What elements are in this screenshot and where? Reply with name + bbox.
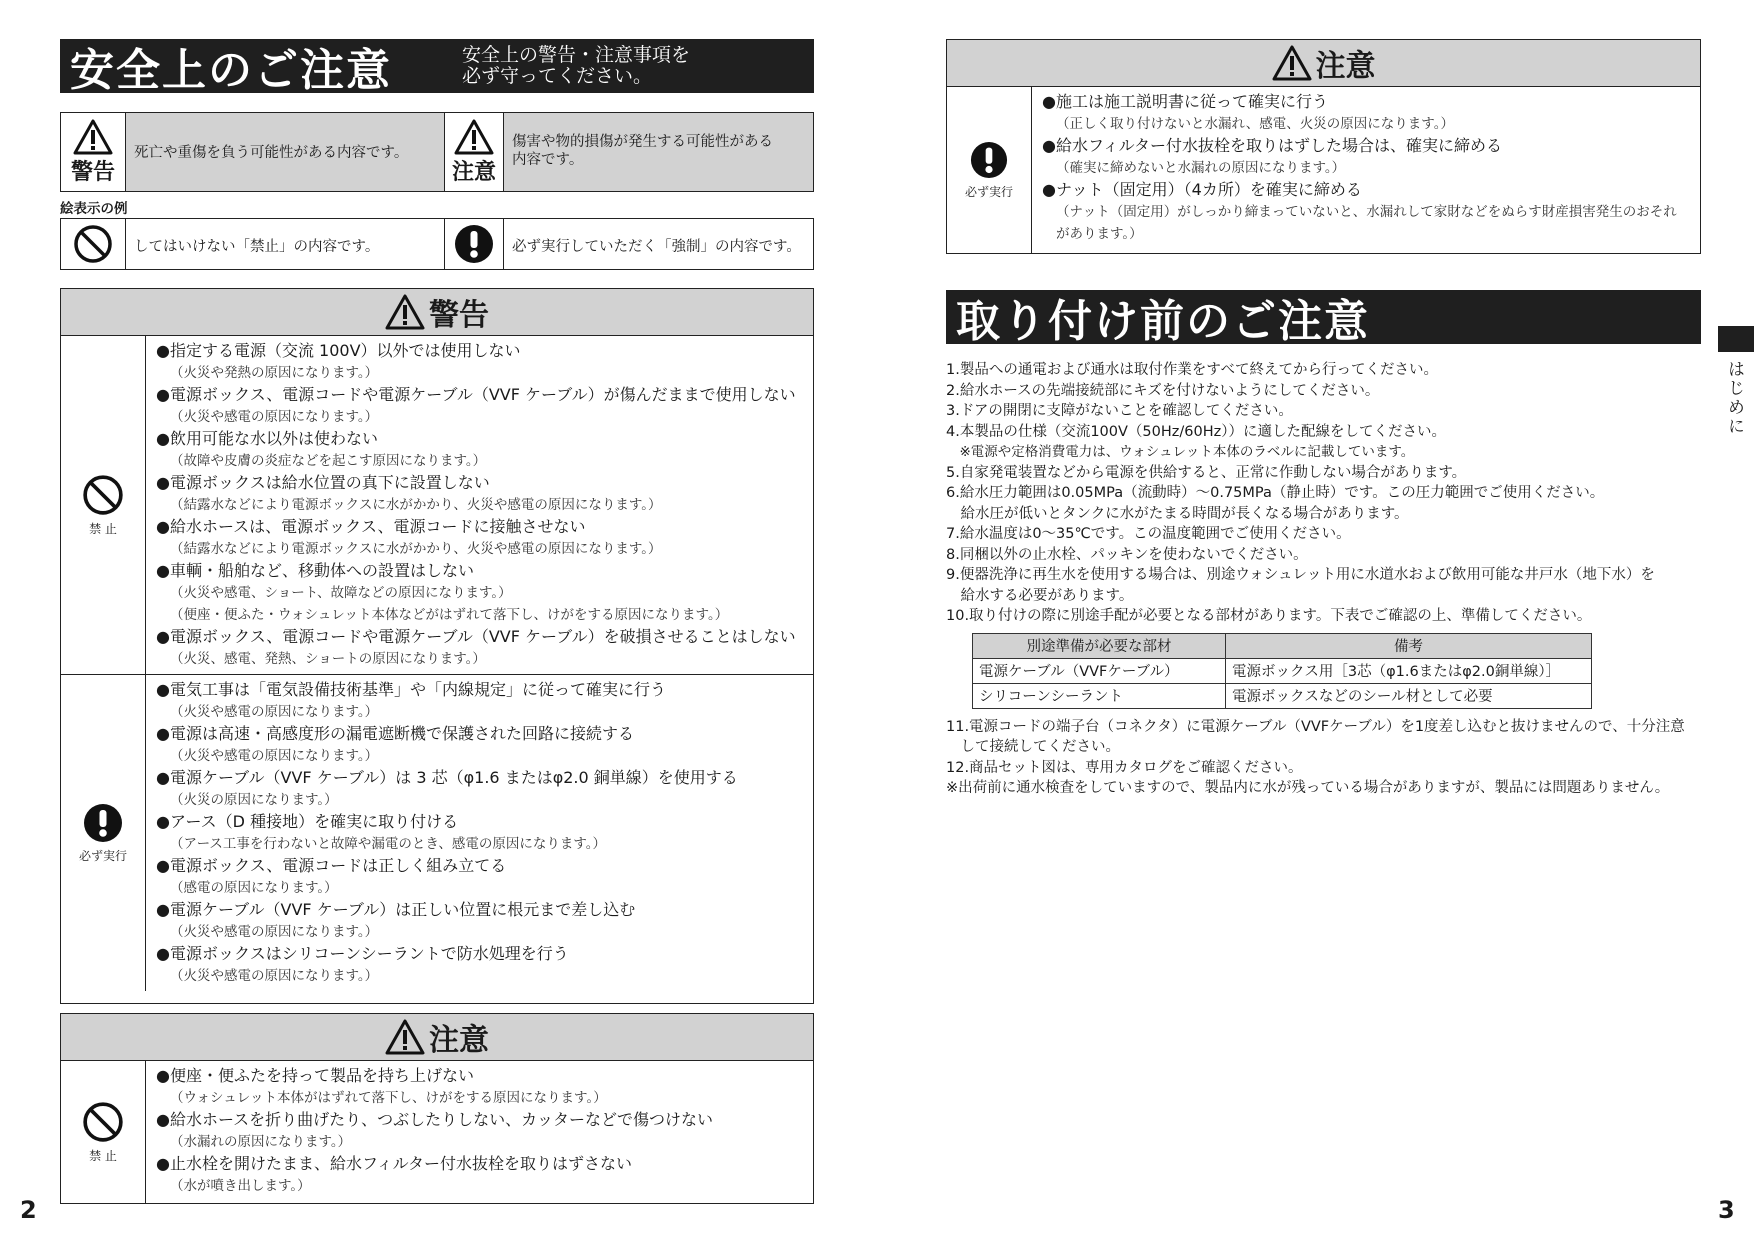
note-item: 11.電源コードの端子台（コネクタ）に電源ケーブル（VVFケーブル）を1度差し込むと抜けませんので、十分注意 — [946, 718, 1685, 735]
list-item: ●電源ボックスは給水位置の真下に設置しない — [156, 473, 490, 492]
note-item: 10.取り付けの際に別途手配が必要となる部材があります。下表でご確認の上、準備してください。 — [946, 608, 1592, 624]
warning-triangle-icon — [385, 294, 425, 330]
list-item: ●車輌・船舶など、移動体への設置はしない — [156, 561, 474, 580]
prohibit-label: 禁 止 — [89, 1149, 117, 1163]
list-item-note: （ウォシュレット本体がはずれて落下し、けがをする原因になります。） — [170, 1090, 607, 1106]
list-item-note: があります。） — [1056, 226, 1143, 242]
mandatory-icon — [83, 803, 123, 843]
caution-section — [60, 1013, 814, 1204]
prohibit-example-cell — [61, 219, 126, 269]
table-row — [973, 658, 1592, 683]
caution-legend-text: 傷害や物的損傷が発生する可能性がある内容です。 — [512, 134, 773, 168]
list-item: ●電源ケーブル（VVF ケーブル）は 3 芯（φ1.6 またはφ2.0 銅単線）を使用する — [156, 768, 738, 787]
table-header-cell: 別途準備が必要な部材 — [973, 633, 1226, 658]
table-header-cell: 備考 — [1226, 633, 1592, 658]
list-item: ●給水ホースは、電源ボックス、電源コードに接触させない — [156, 517, 586, 536]
list-item: ●指定する電源（交流 100V）以外では使用しない — [156, 341, 521, 360]
list-item-note: （火災、感電、発熱、ショートの原因になります。） — [170, 651, 486, 667]
severity-legend — [60, 112, 814, 192]
table-cell: シリコーンシーラント — [973, 683, 1226, 708]
page-title: 安全上のご注意 — [70, 45, 392, 96]
symbols-title: 絵表示の例 — [60, 201, 128, 217]
note-item: 8.同梱以外の止水栓、パッキンを使わないでください。 — [946, 546, 1308, 563]
mandatory-example-text: 必ず実行していただく「強制」の内容です。 — [512, 239, 801, 255]
list-item-note: （火災や感電の原因になります。） — [170, 409, 379, 425]
right-mandatory-icon-cell — [947, 87, 1032, 254]
note-item: 3.ドアの開閉に支障がないことを確認してください。 — [946, 403, 1293, 419]
right-caution-list — [1032, 87, 1677, 254]
warning-triangle-icon — [73, 119, 113, 155]
list-item-note: （結露水などにより電源ボックスに水がかかり、火災や感電の原因になります。） — [170, 497, 662, 513]
warning-prohibit-list — [146, 336, 796, 674]
list-item-note: （正しく取り付けないと水漏れ、感電、火災の原因になります。） — [1056, 116, 1454, 132]
left-header — [60, 39, 814, 96]
table-cell: 電源ケーブル（VVFケーブル） — [973, 658, 1226, 683]
list-item: ●給水フィルター付水抜栓を取りはずした場合は、確実に締める — [1042, 136, 1503, 155]
warning-legend-label: 警告 — [70, 159, 115, 185]
list-item-note: （アース工事を行わないと故障や漏電のとき、感電の原因になります。） — [170, 836, 607, 852]
warning-section — [60, 288, 814, 1004]
list-item-note: （結露水などにより電源ボックスに水がかかり、火災や感電の原因になります。） — [170, 541, 662, 557]
list-item-note: （火災や感電の原因になります。） — [170, 748, 379, 764]
list-item-note: （火災や感電、ショート、故障などの原因になります。） — [170, 585, 512, 601]
note-item: 1.製品への通電および通水は取付作業をすべて終えてから行ってください。 — [946, 362, 1439, 378]
right-caution-title: 注意 — [947, 40, 1700, 87]
caution-triangle-icon — [1272, 45, 1312, 81]
section-title: 取り付け前のご注意 — [956, 296, 1370, 347]
prohibit-icon — [82, 474, 124, 516]
right-caution-section — [946, 39, 1701, 254]
list-item: ●電気工事は「電気設備技術基準」や「内線規定」に従って確実に行う — [156, 680, 666, 699]
table-cell: 電源ボックスなどのシール材として必要 — [1226, 683, 1592, 708]
list-item-note: （水漏れの原因になります。） — [170, 1134, 352, 1150]
page-number-right: 3 — [1718, 1196, 1735, 1224]
caution-triangle-icon — [454, 119, 494, 155]
note-item: 9.便器洗浄に再生水を使用する場合は、別途ウォシュレット用に水道水および飲用可能な井戸水（地下水）を — [946, 567, 1655, 583]
mandatory-icon — [970, 141, 1008, 179]
warning-prohibit-icon-cell — [61, 336, 146, 674]
list-item-note: （感電の原因になります。） — [170, 880, 338, 896]
list-item-note: （火災や感電の原因になります。） — [170, 704, 379, 720]
caution-prohibit-icon-cell — [61, 1061, 146, 1204]
page-subtitle: 安全上の警告・注意事項を 必ず守ってください。 — [462, 44, 691, 87]
warning-mandatory-icon-cell — [61, 675, 146, 991]
list-item-note: （火災や感電の原因になります。） — [170, 968, 379, 984]
warning-section-title: 警告 — [61, 289, 813, 336]
caution-legend-icon-cell — [444, 113, 504, 191]
table-cell: 電源ボックス用［3芯（φ1.6またはφ2.0銅単線）］ — [1226, 658, 1592, 683]
table-row — [973, 683, 1592, 708]
list-item: ●電源ケーブル（VVF ケーブル）は正しい位置に根元まで差し込む — [156, 900, 636, 919]
symbol-examples — [60, 218, 814, 270]
note-item: 5.自家発電装置などから電源を供給すると、正常に作動しない場合があります。 — [946, 464, 1467, 481]
mandatory-label: 必ず実行 — [964, 185, 1013, 199]
list-item: ●電源ボックス、電源コードは正しく組み立てる — [156, 856, 507, 875]
list-item: ●電源ボックス、電源コードや電源ケーブル（VVF ケーブル）が傷んだままで使用しない — [156, 385, 796, 404]
list-item-note: （故障や皮膚の炎症などを起こす原因になります。） — [170, 453, 487, 469]
warning-legend-text: 死亡や重傷を負う可能性がある内容です。 — [134, 145, 409, 161]
list-item-note: （水が噴き出します。） — [170, 1178, 311, 1194]
note-item: 2.給水ホースの先端接続部にキズを付けないようにしてください。 — [946, 382, 1380, 399]
caution-section-title: 注意 — [61, 1014, 813, 1061]
table-header-row — [973, 633, 1592, 658]
list-item-note: （便座・便ふた・ウォシュレット本体などがはずれて落下し、けがをする原因になります。） — [170, 607, 729, 623]
side-tab-marker — [1718, 326, 1754, 352]
note-item: 給水圧が低いとタンクに水がたまる時間が長くなる場合があります。 — [946, 505, 1409, 522]
side-tab-label: はじめに — [1724, 360, 1744, 436]
list-item: ●電源ボックスはシリコーンシーラントで防水処理を行う — [156, 944, 569, 963]
caution-prohibit-list — [146, 1061, 713, 1204]
list-item-note: （火災や感電の原因になります。） — [170, 924, 379, 940]
list-item-note: （確実に締めないと水漏れの原因になります。） — [1056, 160, 1346, 176]
mandatory-label: 必ず実行 — [78, 848, 127, 863]
warning-mandatory-list — [146, 675, 738, 991]
note-item: 12.商品セット図は、専用カタログをご確認ください。 — [946, 759, 1303, 776]
list-item: ●便座・便ふたを持って製品を持ち上げない — [156, 1066, 474, 1085]
page-number-left: 2 — [20, 1196, 37, 1224]
list-item: ●電源ボックス、電源コードや電源ケーブル（VVF ケーブル）を破損させることはしない — [156, 627, 796, 646]
warning-mandatory-block — [61, 675, 813, 991]
note-item: 給水する必要があります。 — [946, 587, 1134, 604]
list-item: ●給水ホースを折り曲げたり、つぶしたりしない、カッターなどで傷つけない — [156, 1110, 714, 1129]
list-item: ●アース（D 種接地）を確実に取り付ける — [156, 812, 459, 831]
install-notes — [946, 360, 1706, 799]
prohibit-icon — [73, 224, 113, 264]
note-item: 6.給水圧力範囲は0.05MPa（流動時）～0.75MPa（静止時）です。この圧力範囲でご使用ください。 — [946, 485, 1605, 501]
caution-prohibit-block — [61, 1061, 813, 1204]
list-item-note: （火災や発熱の原因になります。） — [170, 365, 379, 381]
prohibit-example-text: してはいけない「禁止」の内容です。 — [134, 239, 380, 255]
caution-legend-label: 注意 — [451, 159, 496, 185]
note-item: 4.本製品の仕様（交流100V（50Hz/60Hz））に適した配線をしてください。 — [946, 423, 1446, 440]
warning-legend-icon-cell — [61, 113, 126, 191]
note-item: 7.給水温度は0～35℃です。この温度範囲でご使用ください。 — [946, 526, 1351, 542]
mandatory-icon — [454, 224, 494, 264]
list-item: ●電源は高速・高感度形の漏電遮断機で保護された回路に接続する — [156, 724, 634, 743]
right-caution-mandatory-block — [947, 87, 1700, 254]
right-header — [946, 290, 1701, 347]
prohibit-icon — [82, 1101, 124, 1143]
mandatory-example-cell — [444, 219, 504, 269]
list-item: ●止水栓を開けたまま、給水フィルター付水抜栓を取りはずさない — [156, 1154, 633, 1173]
caution-triangle-icon — [385, 1019, 425, 1055]
note-item: ※出荷前に通水検査をしていますので、製品内に水が残っている場合がありますが、製品には問題ありません。 — [946, 780, 1670, 796]
parts-table — [972, 633, 1592, 709]
note-item: して接続してください。 — [946, 739, 1120, 755]
list-item-note: （ナット（固定用）がしっかり締まっていないと、水漏れして家財などをぬらす財産損害発生のおそれ — [1056, 204, 1677, 220]
note-item: ※電源や定格消費電力は、ウォシュレット本体のラベルに記載しています。 — [946, 444, 1415, 460]
list-item: ●飲用可能な水以外は使わない — [156, 429, 378, 448]
list-item: ●ナット（固定用）（4カ所）を確実に締める — [1042, 180, 1362, 199]
list-item: ●施工は施工説明書に従って確実に行う — [1042, 92, 1328, 111]
warning-prohibit-block — [61, 336, 813, 675]
prohibit-label: 禁 止 — [89, 521, 117, 536]
list-item-note: （火災の原因になります。） — [170, 792, 338, 808]
